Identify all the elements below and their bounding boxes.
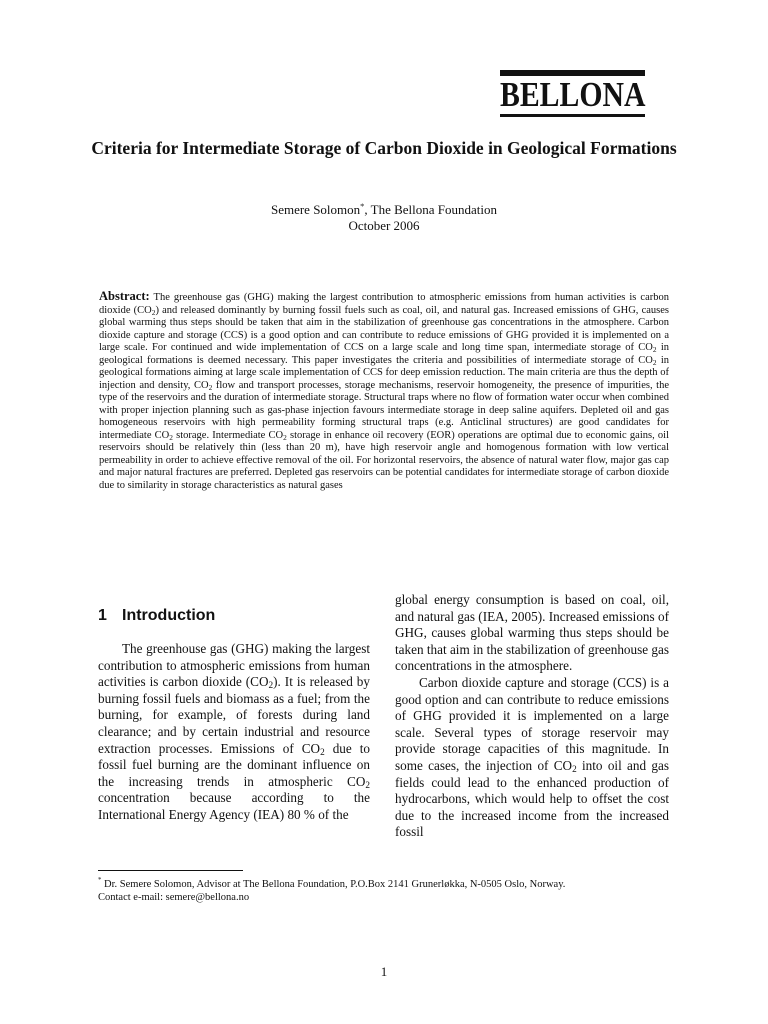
left-paragraph-1: The greenhouse gas (GHG) making the largest contribution to atmospheric emissions from human activities is carbon dioxide $(CO_2)$. It is released by burning fossil fuels and biomass as a fuel; from the burning, for example, of forests during land clearance; and by certain industrial and resource extraction processes. Emissions of $CO_2$ due to fossil fuel burning are the dominant influence on the increasing trends in atmospheric $CO_2$ concentration because according to the International Energy Agency (IEA) 80 % of the <box>98 641 370 822</box>
paper-title: Criteria for Intermediate Storage of Carbon Dioxide in Geological Formations <box>91 138 677 158</box>
page-number: 1 <box>380 964 388 979</box>
footnote-line-2: Contact e-mail: semere@bellona.no <box>98 892 250 903</box>
section-title: Introduction <box>122 607 216 624</box>
right-paragraph-2: Carbon dioxide capture and storage (CCS) is a good option and can contribute to reduce emissions of GHG provided it is implemented on a large scale. Several types of storage reservoir may provide storage capacities of this magnitude. In some cases, the injection of $CO_2$ into oil and gas fields could lead to the enhanced production of hydrocarbons, which would help to offset the cost due to the increased income from the increased fossil <box>395 674 669 840</box>
left-column <box>98 641 370 824</box>
footnote-line-1: Dr. Semere Solomon, Advisor at The Bellona Foundation, P.O.Box 2141 Grunerløkka, N-0505 Oslo, Norway. <box>101 879 566 890</box>
publication-date: October 2006 <box>348 218 420 233</box>
section-heading <box>98 607 215 625</box>
abstract-label: Abstract: <box>99 289 150 303</box>
right-column <box>395 592 669 841</box>
logo-bar-bottom <box>500 114 645 117</box>
abstract <box>99 290 669 492</box>
footnote-rule <box>98 870 243 871</box>
bellona-logo <box>500 70 645 117</box>
section-number: 1 <box>98 607 107 624</box>
author-name: Semere Solomon <box>270 202 361 217</box>
footnote-mark: * <box>98 877 102 884</box>
right-paragraph-1: global energy consumption is based on coal, oil, and natural gas (IEA, 2005). Increased emissions of GHG, causes global warming thus steps should be taken that aim in the stabilization of greenhouse gas concentrations in the atmosphere. <box>395 592 669 674</box>
logo-text: BELLONA <box>500 75 646 114</box>
footnote <box>98 878 678 904</box>
author-affiliation: , The Bellona Foundation <box>364 202 498 217</box>
author-line <box>90 202 678 218</box>
abstract-text: The greenhouse gas (GHG) making the largest contribution to atmospheric emissions from human activities is carbon dioxide $(CO_2)$ and released dominantly by burning fossil fuels such as coal, oil, and natural gas. Increased emissions of GHG, causes global warming thus steps should be taken that aim in the stabilization of greenhouse gas concentrations in the atmosphere. Carbon dioxide capture and storage (CCS) is a good option and can contribute to reduce emissions of GHG provided it is implemented on a large scale. For continued and wide implementation of CCS on a large scale and long time span, intermediate storage of $CO_2$ in geological formations is deemed necessary. This paper investigates the criteria and possibilities of intermediate storage of $CO_2$ in geological formations aiming at large scale implementation of CCS for deep emission reduction. The main criteria are thus the depth of injection and density, $CO_2$ flow and transport processes, storage mechanisms, reservoir homogeneity, the presence of impurities, the type of the reservoirs and the duration of intermediate storage. Structural traps where no flow of formation water occur when combined with proper injection planning such as gas-phase injection favours intermediate storage in deep saline aquifers. Depleted oil and gas homogeneous reservoirs with high permeability forming structural traps (e.g. Anticlinal structures) are good candidates for intermediate $CO_2$ storage. Intermediate $CO_2$ storage in enhance oil recovery (EOR) operations are optimal due to economic gains, oil reservoirs should be relatively thin (less than 20 m), have high reservoir angle and homogenous formation with low vertical permeability in order to achieve effective removal of the oil. For horizontal reservoirs, the absence of natural water flow, major gas cap and major natural fractures are preferred. Depleted gas reservoirs can be potential candidates for intermediate storage of carbon dioxide due to similarity in storage characteristics as natural gases <box>99 292 670 491</box>
author-footnote-mark: * <box>360 201 365 211</box>
